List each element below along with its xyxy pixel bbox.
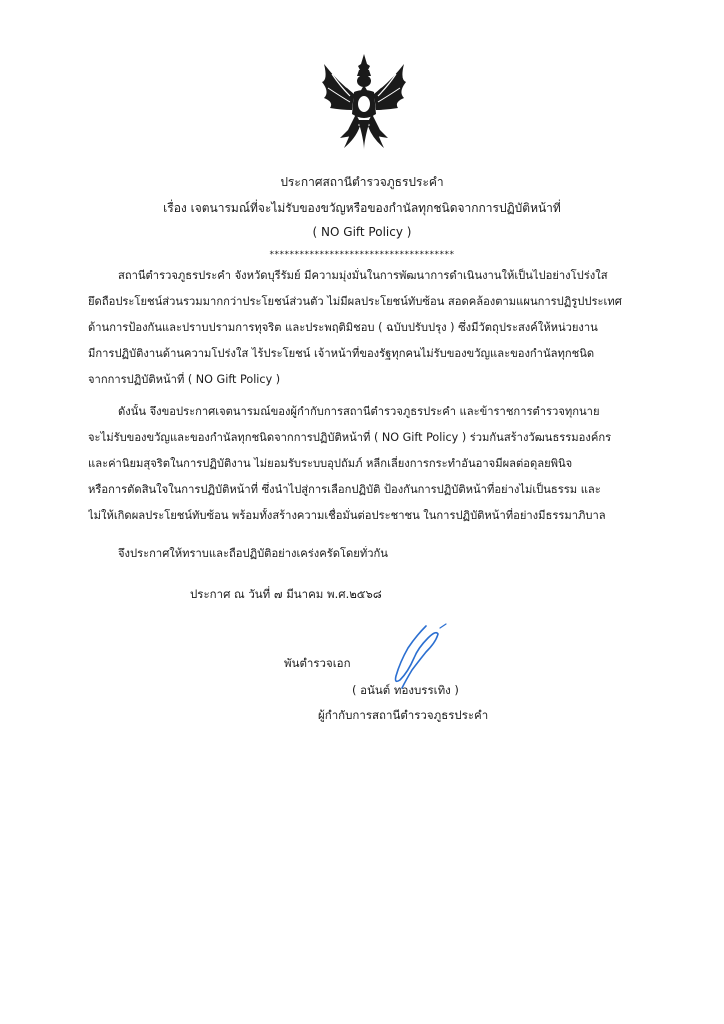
closing-statement: จึงประกาศให้ทราบและถือปฏิบัติอย่างเคร่งครัดโดยทั่วกัน	[118, 547, 388, 560]
signer-position: ผู้กำกับการสถานีตำรวจภูธรประคำ	[318, 708, 489, 722]
body-line-2: ยึดถือประโยชน์ส่วนรวมมากกว่าประโยชน์ส่วนตัว ไม่มีผลประโยชน์ทับซ้อน สอดคล้องตามแผนการปฏิรูปประเทศ	[88, 295, 622, 308]
separator-stars: *************************************	[269, 250, 455, 260]
body-line-3: ด้านการป้องกันและปราบปรามการทุจริต และประพฤติมิชอบ ( ฉบับปรับปรุง ) ซึ่งมีวัตถุประสงค์ให้หน่วยงาน	[88, 321, 598, 334]
announcement-title: ประกาศสถานีตำรวจภูธรประคำ	[280, 175, 444, 189]
announcement-date: ประกาศ ณ วันที่ ๗ มีนาคม พ.ศ.๒๕๖๘	[190, 587, 382, 601]
body-line-7: จะไม่รับของขวัญและของกำนัลทุกชนิดจากการปฏิบัติหน้าที่ ( NO Gift Policy ) ร่วมกันสร้างวัฒนธรรมองค์กร	[88, 431, 612, 444]
body-line-8: และค่านิยมสุจริตในการปฏิบัติงาน ไม่ยอมรับระบบอุปถัมภ์ หลีกเลี่ยงการกระทำอันอาจมีผลต่อดุลยพินิจ	[88, 457, 573, 470]
signer-name: ( อนันต์ ทองบรรเทิง )	[352, 683, 459, 697]
garuda-emblem-icon	[318, 52, 410, 152]
body-line-9: หรือการตัดสินใจในการปฏิบัติหน้าที่ ซึ่งนำไปสู่การเลือกปฏิบัติ ป้องกันการปฏิบัติหน้าที่อย่างไม่เป็นธรรม และ	[88, 483, 601, 496]
body-line-5: จากการปฏิบัติหน้าที่ ( NO Gift Policy )	[88, 373, 281, 386]
body-line-1: สถานีตำรวจภูธรประคำ จังหวัดบุรีรัมย์ มีความมุ่งมั่นในการพัฒนาการดำเนินงานให้เป็นไปอย่างโปร่งใส	[118, 269, 608, 282]
body-line-4: มีการปฏิบัติงานด้านความโปร่งใส ไร้ประโยชน์ เจ้าหน้าที่ของรัฐทุกคนไม่รับของขวัญและของกำนัลทุกชนิด	[88, 347, 595, 360]
body-line-6: ดังนั้น จึงขอประกาศเจตนารมณ์ของผู้กำกับการสถานีตำรวจภูธรประคำ และข้าราชการตำรวจทุกนาย	[118, 405, 600, 418]
signer-rank: พันตำรวจเอก	[284, 656, 351, 670]
announcement-subject: เรื่อง เจตนารมณ์ที่จะไม่รับของขวัญหรือของกำนัลทุกชนิดจากการปฏิบัติหน้าที่	[163, 201, 561, 215]
body-line-10: ไม่ให้เกิดผลประโยชน์ทับซ้อน พร้อมทั้งสร้างความเชื่อมั่นต่อประชาชน ในการปฏิบัติหน้าที่อย่างมีธรรมาภิบาล	[88, 509, 606, 522]
policy-name: ( NO Gift Policy )	[312, 225, 412, 239]
